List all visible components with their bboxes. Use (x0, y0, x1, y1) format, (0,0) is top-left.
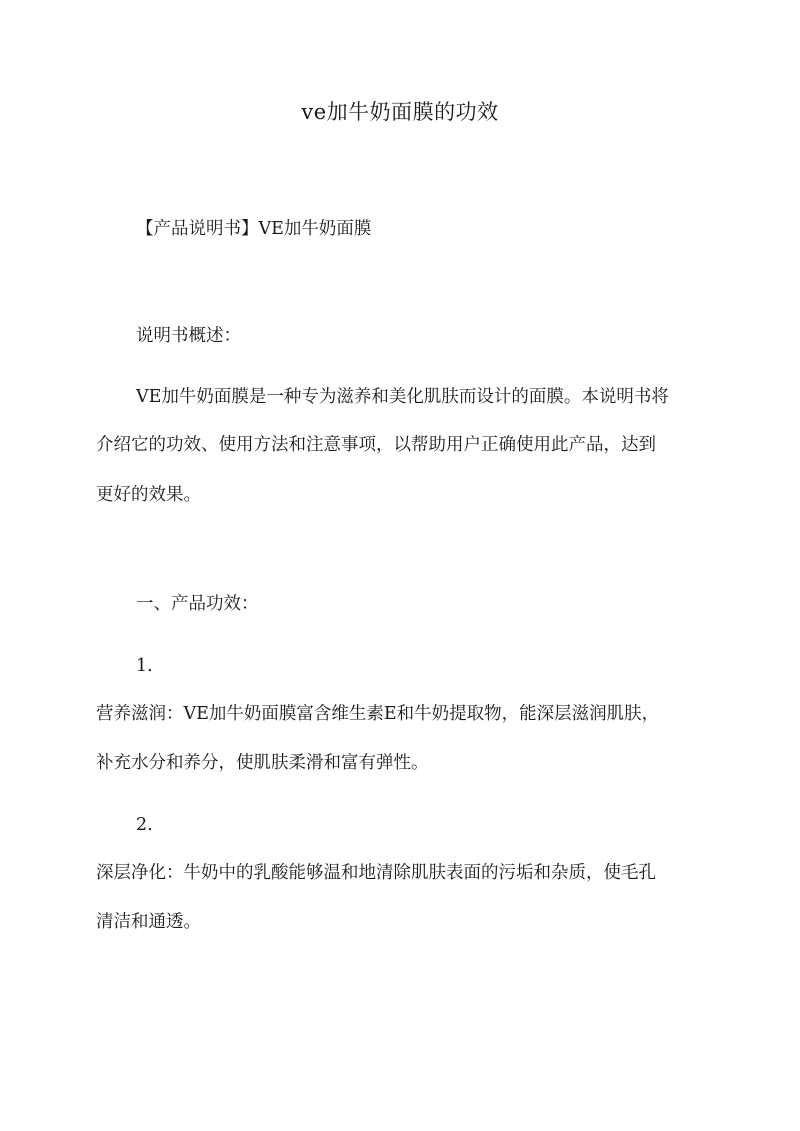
item-2-number: 2. (136, 815, 153, 835)
item-2-line-2: 清洁和通透。 (96, 912, 201, 932)
overview-line-1: VE加牛奶面膜是一种专为滋养和美化肌肤而设计的面膜。本说明书将 (136, 387, 669, 407)
product-heading: 【产品说明书】VE加牛奶面膜 (136, 219, 372, 239)
document-title: ve加牛奶面膜的功效 (301, 100, 499, 124)
overview-line-2: 介绍它的功效、使用方法和注意事项，以帮助用户正确使用此产品，达到 (96, 435, 656, 455)
overview-line-3: 更好的效果。 (96, 485, 201, 505)
item-1-number: 1. (136, 656, 153, 676)
item-1-line-2: 补充水分和养分，使肌肤柔滑和富有弹性。 (96, 753, 429, 773)
item-2-line-1: 深层净化：牛奶中的乳酸能够温和地清除肌肤表面的污垢和杂质，使毛孔 (96, 863, 656, 883)
overview-heading: 说明书概述： (136, 326, 241, 346)
item-1-line-1: 营养滋润：VE加牛奶面膜富含维生素E和牛奶提取物，能深层滋润肌肤， (96, 704, 660, 724)
section1-heading: 一、产品功效： (136, 594, 259, 614)
